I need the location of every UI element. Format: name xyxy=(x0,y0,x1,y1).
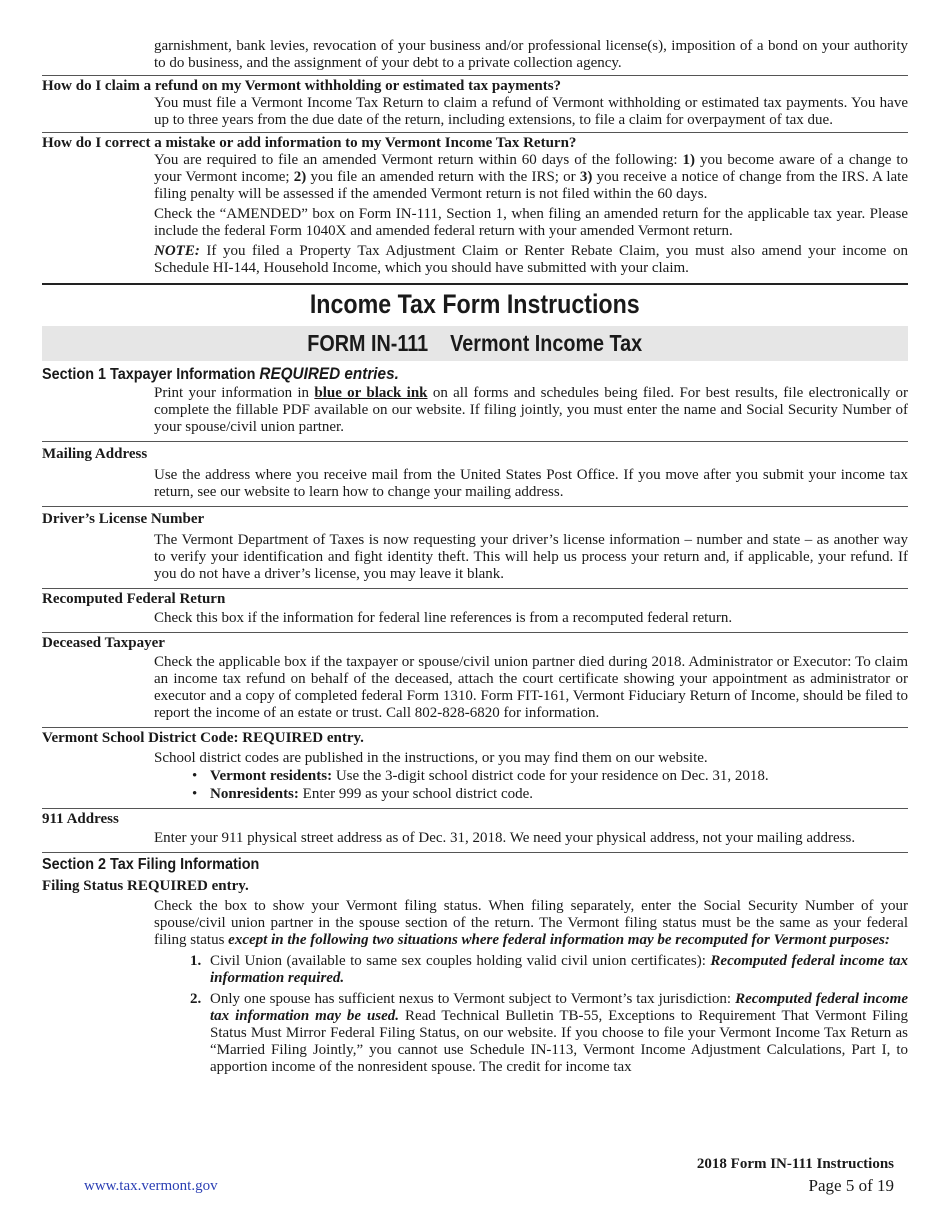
section1-heading: Section 1 Taxpayer Information REQUIRED entries. xyxy=(42,364,399,383)
address911-text: Enter your 911 physical street address as of Dec. 31, 2018. We need your physical address, not your mailing address. xyxy=(154,830,856,846)
list-item: 2. Only one spouse has sufficient nexus to Vermont subject to Vermont’s tax jurisdiction: Recomputed federal income tax information may be used. Read Technical Bulletin TB-55, Exceptions to Requirement That Vermont Filing Status Must Mirror Federal Filing Status, on our website. If you choose to file your Vermont Income Tax Return as “Married Filing Jointly,” you cannot use Schedule IN-113, Vermont Income Adjustment Calculations, Part I, to apportion income of the nonresident spouse. The credit for income tax xyxy=(190,991,908,1075)
correct-answer-p1: You are required to file an amended Vermont return within 60 days of the following: 1) you become aware of a change to your Vermont income; 2) you file an amended return with the IRS; or 3) you receive a notice of change from the IRS. A late filing penalty will be assessed if the amended Vermont return is not filed within the 60 days. xyxy=(154,152,908,202)
license-text: The Vermont Department of Taxes is now requesting your driver’s license information – number and state – as another way to verify your identification and fight identity theft. This will help us process your return and, if applicable, your refund. If you do not have a driver’s license, you may leave it blank. xyxy=(154,532,908,582)
page-title: Income Tax Form Instructions xyxy=(310,289,640,319)
intro-text: garnishment, bank levies, revocation of your business and/or professional license(s), imposition of a bond on your authority to do business, and the assignment of your debt to a private collection agency. xyxy=(154,38,908,71)
mailing-heading: Mailing Address xyxy=(42,446,148,462)
correct-note: NOTE: If you filed a Property Tax Adjustment Claim or Renter Rebate Claim, you must also amend your income on Schedule HI-144, Household Income, which you should have submitted with your claim. xyxy=(154,243,908,276)
divider xyxy=(42,727,908,728)
website-link[interactable]: www.tax.vermont.gov xyxy=(84,1178,218,1194)
filing-exceptions-list xyxy=(42,953,908,1076)
divider xyxy=(42,506,908,507)
section1-text: Print your information in blue or black ink on all forms and schedules being filed. For best results, file electronically or complete the fillable PDF available on our website. If filing jointly, you must enter the name and Social Security Number of your spouse/civil union partner. xyxy=(154,385,908,435)
refund-answer: You must file a Vermont Income Tax Return to claim a refund of Vermont withholding or estimated tax payments. You have up to three years from the due date of the return, including extensions, to file a claim for overpayment of tax due. xyxy=(154,95,908,128)
recomputed-text: Check this box if the information for federal line references is from a recomputed federal return. xyxy=(154,610,733,626)
address911-heading: 911 Address xyxy=(42,811,119,827)
section2-heading: Section 2 Tax Filing Information xyxy=(42,856,260,873)
deceased-text: Check the applicable box if the taxpayer or spouse/civil union partner died during 2018. Administrator or Executor: To claim an income tax refund on behalf of the deceased, attach the court certificate showing your appointment as administrator or executor and a copy of completed federal Form 1310. Form FIT-161, Vermont Fiduciary Return of Income, should be filed to report the income of an estate or trust. Call 802-828-6820 for information. xyxy=(154,654,908,721)
divider xyxy=(42,808,908,809)
filing-status-heading: Filing Status REQUIRED entry. xyxy=(42,878,249,894)
refund-question: How do I claim a refund on my Vermont withholding or estimated tax payments? xyxy=(42,78,562,94)
school-heading: Vermont School District Code: REQUIRED entry. xyxy=(42,730,364,746)
school-text: School district codes are published in the instructions, or you may find them on our website. xyxy=(154,750,708,766)
deceased-heading: Deceased Taxpayer xyxy=(42,635,165,651)
license-heading: Driver’s License Number xyxy=(42,511,205,527)
filing-status-text: Check the box to show your Vermont filing status. When filing separately, enter the Social Security Number of your spouse/civil union partner in the spouse section of the return. The Vermont filing status must be the same as your federal filing status except in the following two situations where federal information may be recomputed for Vermont purposes: xyxy=(154,898,908,948)
divider xyxy=(42,75,908,76)
document-page xyxy=(42,38,908,1076)
list-item: • Nonresidents: Enter 999 as your school district code. xyxy=(190,786,908,803)
divider xyxy=(42,632,908,633)
footer-page-number: Page 5 of 19 xyxy=(808,1176,894,1195)
divider xyxy=(42,441,908,442)
form-title-bar: FORM IN-111 Vermont Income Tax xyxy=(42,326,908,361)
mailing-text: Use the address where you receive mail from the United States Post Office. If you move after you submit your income tax return, see our website to learn how to change your mailing address. xyxy=(154,467,908,500)
recomputed-heading: Recomputed Federal Return xyxy=(42,591,226,607)
list-item: • Vermont residents: Use the 3-digit school district code for your residence on Dec. 31, 2018. xyxy=(190,768,908,785)
correct-question: How do I correct a mistake or add information to my Vermont Income Tax Return? xyxy=(42,135,577,151)
heavy-divider xyxy=(42,283,908,285)
footer-form-label: 2018 Form IN-111 Instructions xyxy=(696,1156,894,1172)
divider xyxy=(42,852,908,853)
divider xyxy=(42,132,908,133)
list-item: 1. Civil Union (available to same sex couples holding valid civil union certificates): Recomputed federal income tax information required. xyxy=(190,953,908,986)
divider xyxy=(42,588,908,589)
school-bullet-list xyxy=(42,768,908,803)
correct-answer-p2: Check the “AMENDED” box on Form IN-111, Section 1, when filing an amended return for the applicable tax year. Please include the federal Form 1040X and amended federal return with your amended Vermont return. xyxy=(154,206,908,239)
